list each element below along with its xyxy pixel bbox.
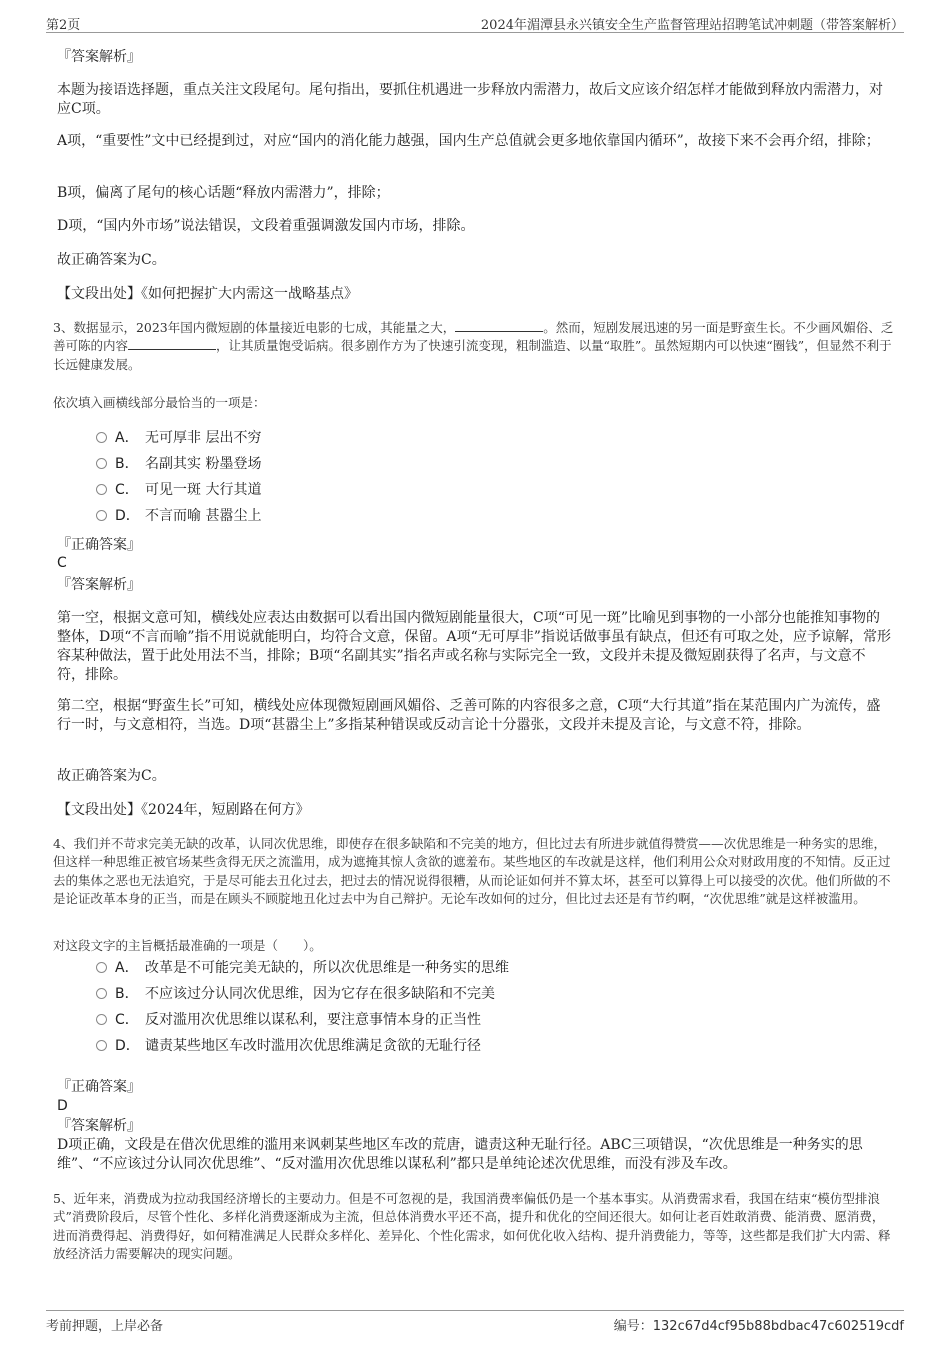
q3-stem: 3、数据显示，2023年国内微短剧的体量接近电影的七成，其能量之大， 。然而，短剧发展迅速的另一面是野蛮生长。不少画风媚俗、乏善可陈的内容 ，让其质量饱受诟病。很多剧作方为了快速引流变现，粗制滥造、以量“取胜”。虽然短期内可以快速“圈钱”，但显然不利于长远健康发展。 [53, 320, 894, 372]
q2-conclusion: 故正确答案为C。 [57, 252, 166, 268]
radio-icon[interactable] [96, 988, 107, 999]
q4-correct-answer: D [57, 1098, 68, 1114]
document-code: 编号：132c67d4cf95b88bdbac47c602519cdf [613, 1319, 904, 1334]
q5-stem: 5、近年来，消费成为拉动我国经济增长的主要动力。但是不可忽视的是，我国消费率偏低仍是一个基本事实。从消费需求看，我国在结束“模仿型排浪式”消费阶段后，尽管个性化、多样化消费逐渐成为主流，但总体消费水平还不高，提升和优化的空间还很大。如何让老百姓敢消费、能消费、愿消费，进而消费得起、消费得好，如何精准满足人民群众多样化、差异化、个性化需求，如何优化收入结构、提升消费能力，等等，这些都是我们扩大内需、释放经济活力需要解决的现实问题。 [53, 1191, 891, 1262]
radio-icon[interactable] [96, 962, 107, 973]
q2-analysis-2: A项，“重要性”文中已经提到过，对应“国内的消化能力越强，国内生产总值就会更多地依靠国内循环”，故接下来不会再介绍，排除； [57, 133, 880, 149]
q3-option-a[interactable]: A． 无可厚非 层出不穷 [96, 428, 261, 448]
q2-analysis-4: D项，“国内外市场”说法错误，文段着重强调激发国内市场，排除。 [57, 218, 475, 234]
q4-prompt: 对这段文字的主旨概括最准确的一项是（ ）。 [53, 938, 322, 953]
q4-option-d[interactable]: D． 谴责某些地区车改时滥用次优思维满足贪欲的无耻行径 [96, 1036, 481, 1056]
q3-analysis-2: 第二空，根据“野蛮生长”可知，横线处应体现微短剧画风媚俗、乏善可陈的内容很多之意，C项“大行其道”指在某范围内广为流传，盛行一时，与文意相符，当选。D项“甚嚣尘上”多指某种错误或反动言论十分嚣张，文段并未提及言论，与文意不符，排除。 [57, 698, 881, 733]
radio-icon[interactable] [96, 458, 107, 469]
footer-slogan: 考前押题，上岸必备 [46, 1319, 164, 1334]
blank-2 [128, 337, 216, 350]
q3-option-d[interactable]: D． 不言而喻 甚嚣尘上 [96, 506, 261, 526]
q2-analysis-3: B项，偏离了尾句的核心话题“释放内需潜力”，排除； [57, 185, 390, 201]
page-header [46, 10, 904, 33]
radio-icon[interactable] [96, 432, 107, 443]
q4-stem: 4、我们并不苛求完美无缺的改革，认同次优思维，即使存在很多缺陷和不完美的地方，但比过去有所进步就值得赞赏——次优思维是一种务实的思维，但这样一种思维正被官场某些贪得无厌之流滥用，成为遮掩其惊人贪欲的遮羞布。某些地区的车改就是这样，他们利用公众对财政用度的不知情。反正过去的集体之恶也无法追究，于是尽可能去丑化过去，把过去的情况说得很糟，从而论证如何并不算太坏，甚至可以算得上可以接受的次优。他们所做的不是论证改革本身的正当，而是在顾头不顾腚地丑化过去中为自己辩护。无论车改如何的过分，但比过去还是有节约啊，“次优思维”就是这样被滥用。 [53, 836, 891, 907]
q4-option-b[interactable]: B． 不应该过分认同次优思维，因为它存在很多缺陷和不完美 [96, 984, 495, 1004]
q3-correct-answer: C [57, 555, 67, 571]
radio-icon[interactable] [96, 1014, 107, 1025]
q3-analysis-label: 『答案解析』 [57, 577, 141, 593]
q3-option-c[interactable]: C． 可见一斑 大行其道 [96, 480, 261, 500]
q2-source: 【文段出处】《如何把握扩大内需这一战略基点》 [57, 286, 358, 302]
q2-analysis-label: 『答案解析』 [57, 49, 141, 65]
q4-analysis-label: 『答案解析』 [57, 1118, 141, 1134]
q4-option-a[interactable]: A． 改革是不可能完美无缺的，所以次优思维是一种务实的思维 [96, 958, 509, 978]
radio-icon[interactable] [96, 1040, 107, 1051]
q2-analysis-1: 本题为接语选择题，重点关注文段尾句。尾句指出，要抓住机遇进一步释放内需潜力，故后文应该介绍怎样才能做到释放内需潜力，对应C项。 [57, 82, 883, 117]
page-footer [46, 1310, 904, 1335]
q3-source: 【文段出处】《2024年，短剧路在何方》 [57, 802, 310, 818]
radio-icon[interactable] [96, 510, 107, 521]
q4-correct-label: 『正确答案』 [57, 1079, 141, 1095]
q3-analysis-1: 第一空，根据文意可知，横线处应表达由数据可以看出国内微短剧能量很大，C项“可见一斑”比喻见到事物的一小部分也能推知事物的整体，D项“不言而喻”指不用说就能明白，均符合文意，保留。A项“无可厚非”指说话做事虽有缺点，但还有可取之处，应予谅解，常形容某种做法，置于此处用法不当，排除；B项“名副其实”指名声或名称与实际完全一致，文段并未提及微短剧获得了名声，与文意不符，排除。 [57, 610, 891, 683]
radio-icon[interactable] [96, 484, 107, 495]
document-title: 2024年湄潭县永兴镇安全生产监督管理站招聘笔试冲刺题（带答案解析） [480, 18, 904, 33]
q4-analysis: D项正确，文段是在借次优思维的滥用来讽刺某些地区车改的荒唐，谴责这种无耻行径。ABC三项错误，“次优思维是一种务实的思维”、“不应该过分认同次优思维”、“反对滥用次优思维以谋私利”都只是单纯论述次优思维，而没有涉及车改。 [57, 1137, 863, 1172]
q4-option-c[interactable]: C． 反对滥用次优思维以谋私利，要注意事情本身的正当性 [96, 1010, 481, 1030]
q3-prompt: 依次填入画横线部分最恰当的一项是： [53, 395, 266, 410]
q3-conclusion: 故正确答案为C。 [57, 768, 166, 784]
page-number: 第2页 [46, 18, 81, 33]
q3-option-b[interactable]: B． 名副其实 粉墨登场 [96, 454, 261, 474]
blank-1 [455, 319, 543, 332]
q3-correct-label: 『正确答案』 [57, 537, 141, 553]
